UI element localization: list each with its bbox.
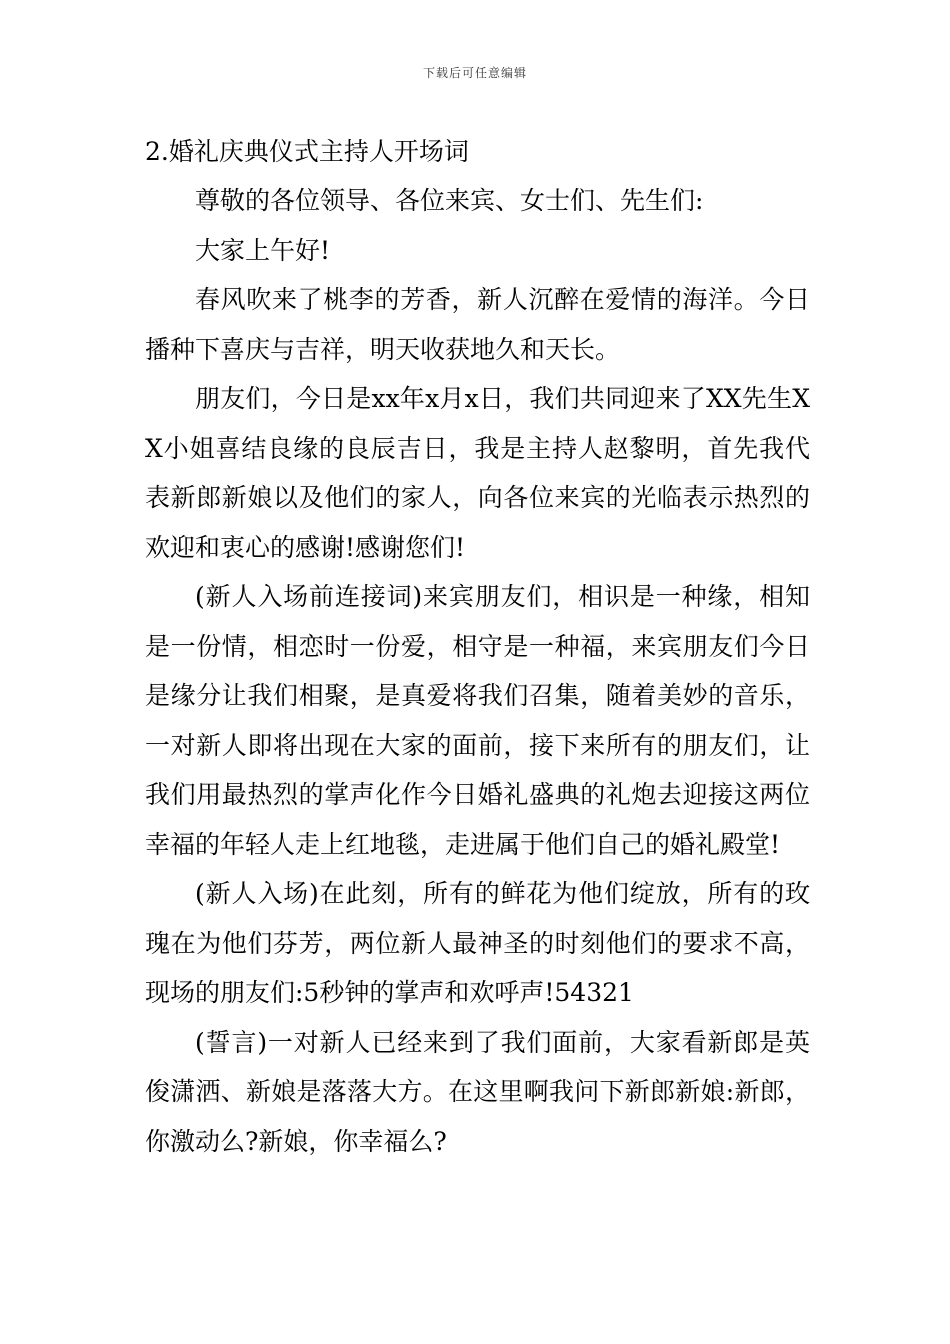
- document-body: [145, 128, 810, 1166]
- paragraph-host-intro: 朋友们，今日是xx年x月x日，我们共同迎来了XX先生XX小姐喜结良缘的良辰吉日，我是主持人赵黎明，首先我代表新郎新娘以及他们的家人，向各位来宾的光临表示热烈的欢迎和衷心的感谢!感谢您们!: [145, 384, 810, 562]
- document-title: 2.婚礼庆典仪式主持人开场词: [145, 137, 469, 166]
- paragraph-opening-verse: 春风吹来了桃李的芳香，新人沉醉在爱情的海洋。今日播种下喜庆与吉祥，明天收获地久和天长。: [145, 285, 810, 364]
- paragraph-pre-entrance: (新人入场前连接词)来宾朋友们，相识是一种缘，相知是一份情，相恋时一份爱，相守是一种福，来宾朋友们今日是缘分让我们相聚，是真爱将我们召集，随着美妙的音乐，一对新人即将出现在大家的面前，接下来所有的朋友们，让我们用最热烈的掌声化作今日婚礼盛典的礼炮去迎接这两位幸福的年轻人走上红地毯，走进属于他们自己的婚礼殿堂!: [145, 582, 810, 859]
- paragraph-greeting: 大家上午好!: [195, 235, 331, 265]
- paragraph-entrance: (新人入场)在此刻，所有的鲜花为他们绽放，所有的玫瑰在为他们芬芳，两位新人最神圣的时刻他们的要求不高，现场的朋友们:5秒钟的掌声和欢呼声!54321: [145, 879, 810, 1007]
- paragraph-vows: (誓言)一对新人已经来到了我们面前，大家看新郎是英俊潇洒、新娘是落落大方。在这里啊我问下新郎新娘:新郎，你激动么?新娘，你幸福么?: [145, 1027, 810, 1156]
- paragraph-salutation: 尊敬的各位领导、各位来宾、女士们、先生们:: [195, 186, 704, 215]
- page-header-note: 下载后可任意编辑: [422, 66, 527, 80]
